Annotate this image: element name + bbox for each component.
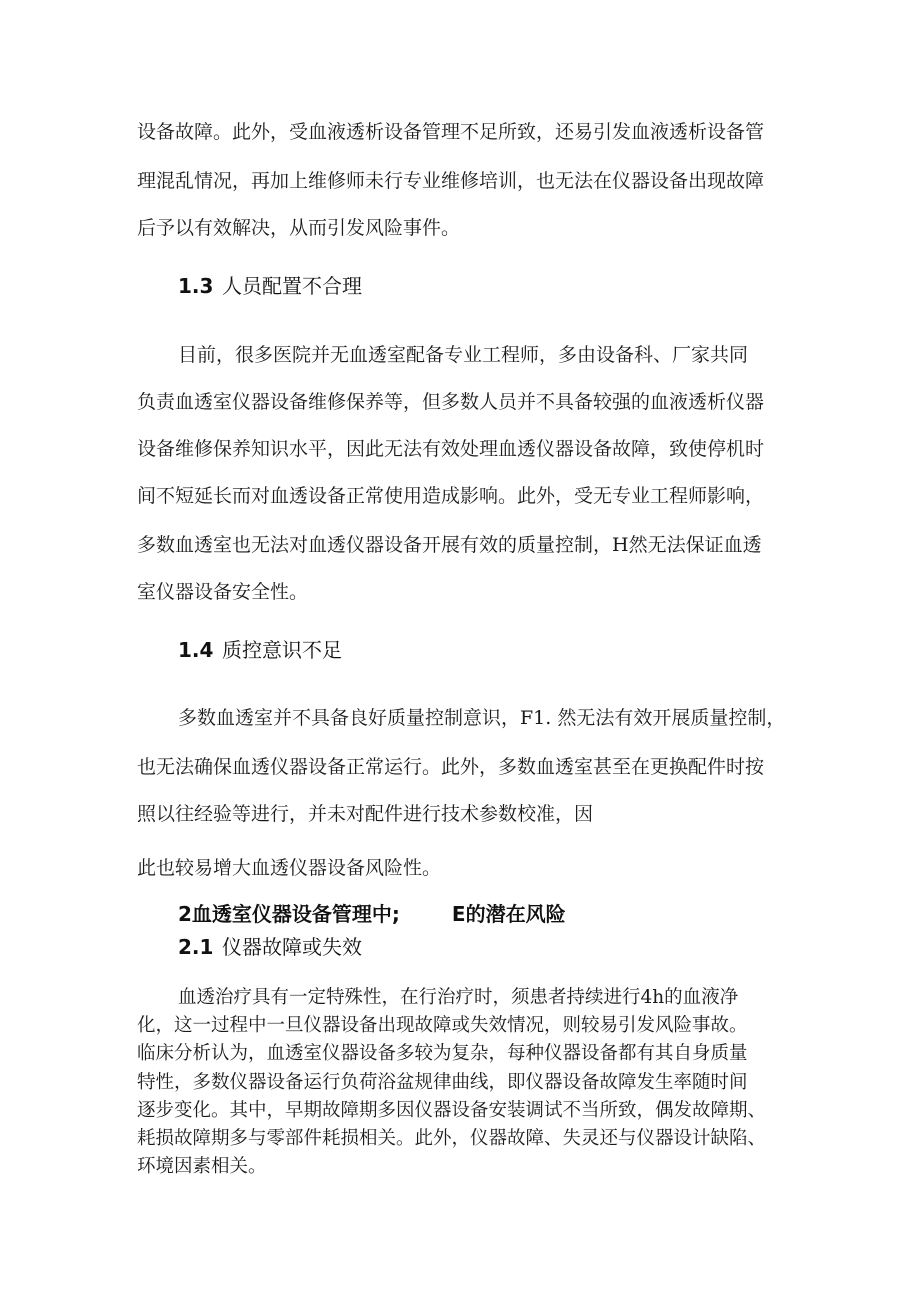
s13-line-2: 负责血透室仪器设备维修保养等，但多数人员并不具备较强的血液透析仪器 [137, 391, 765, 413]
heading-1-3-number: 1.3 [178, 274, 214, 298]
s21-line-2: 化，这一过程中一旦仪器设备出现故障或失效情况，则较易引发风险事故。 [137, 1015, 748, 1036]
s13-line-4: 间不短延长而对血透设备正常使用造成影响。此外，受无专业工程师影响， [137, 485, 765, 507]
heading-2-1 [178, 934, 362, 960]
heading-2-1-title: 仪器故障或失效 [222, 935, 362, 959]
heading-2 [178, 901, 566, 927]
heading-1-4 [178, 637, 342, 663]
intro-line-2: 理混乱情况，再加上维修师未行专业维修培训，也无法在仪器设备出现故障 [137, 170, 765, 192]
s21-line-6: 耗损故障期多与零部件耗损相关。此外，仪器故障、失灵还与仪器设计缺陷、 [137, 1128, 767, 1149]
s14-line-1: 多数血透室并不具备良好质量控制意识，F1. 然无法有效开展质量控制， [178, 707, 786, 729]
intro-line-3: 后予以有效解决，从而引发风险事件。 [137, 217, 461, 239]
s13-line-3: 设备维修保养知识水平，因此无法有效处理血透仪器设备故障，致使停机时 [137, 438, 765, 460]
s21-line-5: 逐步变化。其中，早期故障期多因仪器设备安装调试不当所致，偶发故障期、 [137, 1100, 767, 1121]
s14-line-3: 照以往经验等进行，并未对配件进行技术参数校准，因 [137, 803, 594, 825]
heading-2-1-number: 2.1 [178, 935, 214, 959]
s21-line-4: 特性，多数仪器设备运行负荷浴盆规律曲线，即仪器设备故障发生率随时间 [137, 1072, 748, 1093]
s21-line-1: 血透治疗具有一定特殊性，在行治疗时，须患者持续进行4h的血液净 [178, 987, 739, 1008]
intro-line-1: 设备故障。此外，受血液透析设备管理不足所致，还易引发血液透析设备管 [137, 121, 765, 143]
heading-2-part-a: 2血透室仪器设备管理中; [178, 902, 400, 926]
s21-line-7: 环境因素相关。 [137, 1156, 267, 1177]
s13-line-5: 多数血透室也无法对血透仪器设备开展有效的质量控制，H然无法保证血透 [137, 534, 762, 556]
s13-line-1: 目前，很多医院并无血透室配备专业工程师，多由设备科、厂家共同 [178, 344, 749, 366]
heading-1-3 [178, 273, 362, 299]
s21-line-3: 临床分析认为，血透室仪器设备多较为复杂，每种仪器设备都有其自身质量 [137, 1043, 748, 1064]
s14-line-4: 此也较易增大血透仪器设备风险性。 [137, 857, 442, 879]
heading-1-4-number: 1.4 [178, 638, 214, 662]
heading-1-3-title: 人员配置不合理 [222, 274, 362, 298]
heading-1-4-title: 质控意识不足 [222, 638, 342, 662]
heading-2-part-b: E的潜在风险 [451, 902, 566, 926]
s13-line-6: 室仪器设备安全性。 [137, 581, 309, 603]
s14-line-2: 也无法确保血透仪器设备正常运行。此外，多数血透室甚至在更换配件时按 [137, 756, 765, 778]
